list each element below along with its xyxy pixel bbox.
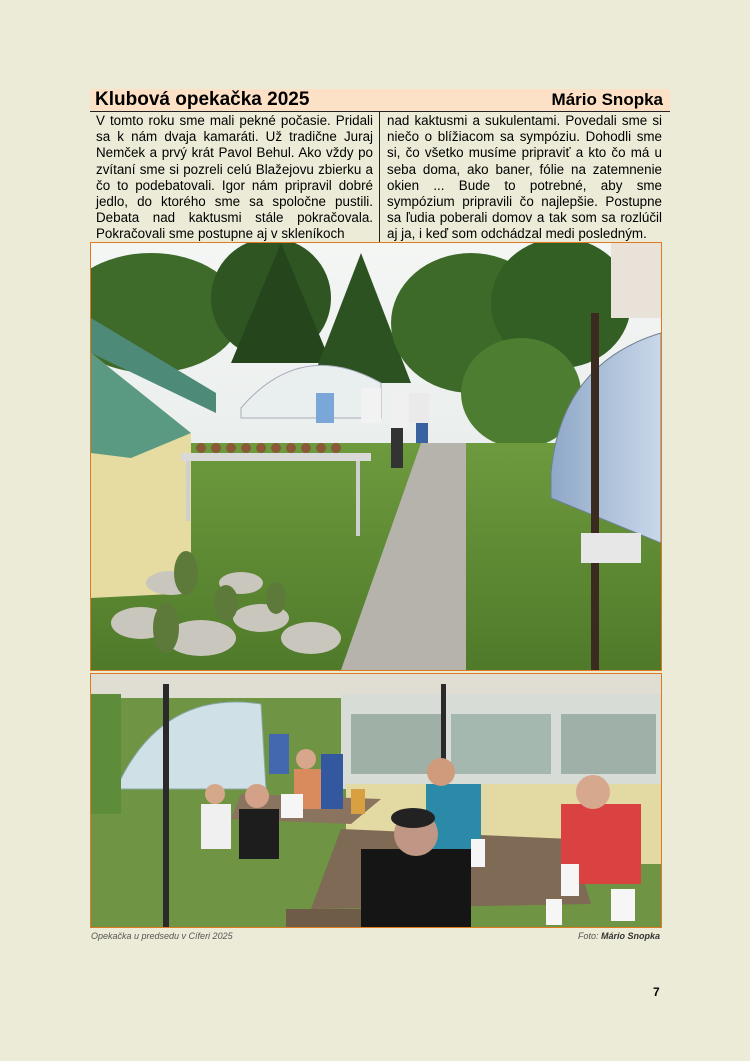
photo-credit-author: Mário Snopka	[600, 931, 660, 941]
photo-caption: Opekačka u predsedu v Cíferi 2025	[91, 931, 233, 941]
photo-people-at-tables	[90, 673, 662, 928]
text-column-right: nad kaktusmi a sukulentami. Povedali sme si niečo o blížiacom sa sympóziu. Dohodli sme si, čo všetko musíme pripraviť a kto čo má u seba doma, ako baner, fólie na zatemnenie okien ... Bude to potrebné, aby sme sympózium pripravili čo najlepšie. Postupne sa ľudia poberali domov a tak som sa rozlúčil aj ja, i keď som odchádzal medi posledným.	[387, 113, 662, 242]
photo-credit	[578, 931, 660, 941]
article-header	[90, 89, 670, 112]
article-body	[90, 112, 670, 242]
article-title: Klubová opekačka 2025	[95, 89, 310, 110]
page-number: 7	[653, 985, 660, 999]
photo-garden-greenhouses	[90, 242, 662, 671]
article-author: Mário Snopka	[551, 90, 663, 109]
text-column-left: V tomto roku sme mali pekné počasie. Pridali sa k nám dvaja kamaráti. Už tradične Juraj Nemček a prvý krát Pavol Behul. Ako vždy po zvítaní sme si pozreli celú Blažejovu zbierku a čo to podebatovali. Igor nám pripravil dobré jedlo, do ktorého sme sa spoločne pustili. Debata nad kaktusmi stále pokračovala. Pokračovali sme postupne aj v skleníkoch	[90, 112, 380, 242]
photo-credit-prefix: Foto:	[577, 931, 601, 941]
